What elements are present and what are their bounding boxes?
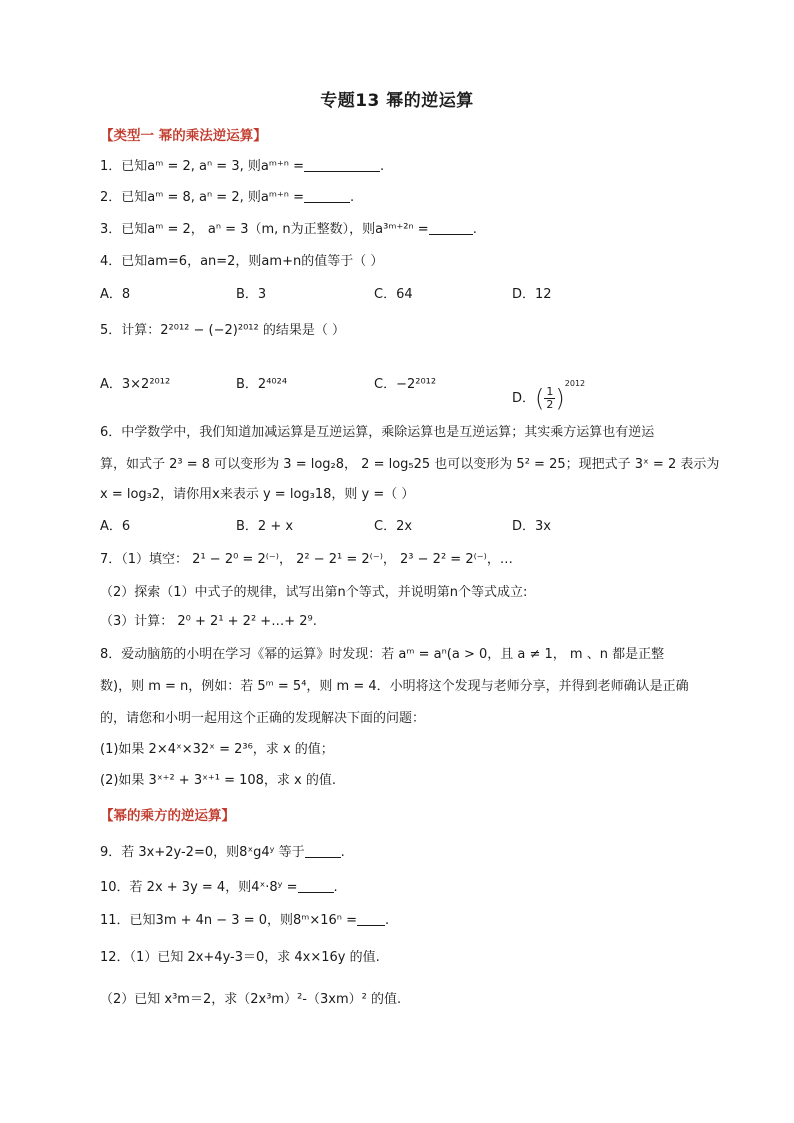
question-1-end: . [380, 159, 385, 174]
question-7-line-2: （2）探索（1）中式子的规律，试写出第n个等式，并说明第n个等式成立: [100, 585, 528, 600]
q6-option-b: B．2 + x [236, 519, 294, 534]
fraction-numerator: 1 [546, 385, 554, 398]
question-8-line-3: 的，请您和小明一起用这个正确的发现解决下面的问题： [100, 711, 426, 726]
question-5: 5．计算：2²⁰¹² − (−2)²⁰¹² 的结果是（ ） [100, 323, 345, 338]
answer-blank[interactable] [305, 844, 341, 858]
question-10 [100, 879, 338, 897]
question-1 [100, 158, 384, 176]
fraction-denominator: 2 [546, 398, 554, 411]
question-10-text: 10．若 2x + 3y = 4，则4ˣ·8ʸ = [100, 880, 298, 895]
question-2 [100, 189, 354, 207]
q4-option-b: B．3 [236, 287, 267, 302]
left-paren: ( [535, 384, 545, 413]
question-4: 4．已知am=6，an=2，则am+n的值等于（ ） [100, 254, 384, 269]
q4-option-a: A．8 [100, 287, 131, 302]
question-11 [100, 912, 389, 930]
question-2-text: 2．已知aᵐ = 8, aⁿ = 2, 则aᵐ⁺ⁿ = [100, 190, 305, 205]
q5-option-c: C．−2²⁰¹² [374, 377, 437, 392]
q4-option-c: C．64 [374, 287, 413, 302]
q4-option-d: D．12 [512, 287, 552, 302]
question-10-end: . [333, 880, 338, 895]
question-6-line-2: 算，如式子 2³ = 8 可以变形为 3 = log₂8， 2 = log₅25 也可以变形为 5² = 25；现把式子 3ˣ = 2 表示为 [100, 457, 720, 472]
question-3 [100, 221, 477, 239]
question-3-end: . [472, 222, 477, 237]
question-8-line-1: 8．爱动脑筋的小明在学习《幂的运算》时发现：若 aᵐ = aⁿ(a > 0，且 a ≠ 1， m 、n 都是正整 [100, 647, 665, 662]
answer-blank[interactable] [298, 879, 334, 893]
question-12-part-2: （2）已知 x³m＝2，求（2x³m）²-（3xm）² 的值. [100, 992, 402, 1007]
q5-option-d [512, 364, 585, 419]
question-6-line-3: x = log₃2，请你用x来表示 y = log₃18，则 y =（ ） [100, 487, 415, 502]
question-9-end: . [340, 845, 345, 860]
q6-option-a: A．6 [100, 519, 131, 534]
answer-blank[interactable] [304, 189, 350, 203]
answer-blank[interactable] [429, 221, 473, 235]
fraction-one-half [544, 386, 555, 411]
answer-blank[interactable] [357, 912, 385, 926]
question-6-line-1: 6．中学数学中，我们知道加减运算是互逆运算，乘除运算也是互逆运算；其实乘方运算也有逆运 [100, 425, 655, 440]
question-7-line-1: 7．（1）填空： 2¹ − 2⁰ = 2⁽⁻⁾， 2² − 2¹ = 2⁽⁻⁾， 2³ − 2² = 2⁽⁻⁾，… [100, 552, 513, 567]
question-7-line-3: （3）计算： 2⁰ + 2¹ + 2² +…+ 2⁹. [100, 614, 317, 629]
section-heading-type-one: 【类型一 幂的乘法逆运算】 [100, 128, 267, 144]
q6-option-c: C．2x [374, 519, 413, 534]
right-paren: ) [555, 384, 565, 413]
q5-option-d-label: D． [512, 391, 536, 406]
question-8-line-2: 数)，则 m = n，例如：若 5ᵐ = 5⁴，则 m = 4．小明将这个发现与老师分享，并得到老师确认是正确 [100, 679, 689, 694]
question-1-text: 1．已知aᵐ = 2, aⁿ = 3, 则aᵐ⁺ⁿ = [100, 159, 305, 174]
question-3-text: 3．已知aᵐ = 2， aⁿ = 3（m, n为正整数），则a³ᵐ⁺²ⁿ = [100, 222, 429, 237]
section-heading-power-of-power: 【幂的乘方的逆运算】 [100, 808, 235, 824]
question-9-text: 9．若 3x+2y-2=0，则8ˣg4ʸ 等于 [100, 845, 305, 860]
question-2-end: . [350, 190, 355, 205]
answer-blank[interactable] [304, 158, 380, 172]
question-11-text: 11．已知3m + 4n − 3 = 0，则8ᵐ×16ⁿ = [100, 913, 358, 928]
question-9 [100, 844, 345, 862]
question-12-part-1: 12．（1）已知 2x+4y-3＝0，求 4x×16y 的值. [100, 950, 380, 965]
page-title: 专题13 幂的逆运算 [320, 91, 474, 111]
question-11-end: . [385, 913, 390, 928]
question-8-part-2: (2)如果 3ˣ⁺² + 3ˣ⁺¹ = 108，求 x 的值. [100, 773, 336, 788]
question-8-part-1: (1)如果 2×4ˣ×32ˣ = 2³⁶，求 x 的值； [100, 742, 334, 757]
fraction-exponent: 2012 [564, 379, 586, 388]
q5-option-b: B．2⁴⁰²⁴ [236, 377, 288, 392]
q5-option-a: A．3×2²⁰¹² [100, 377, 171, 392]
q6-option-d: D．3x [512, 519, 551, 534]
